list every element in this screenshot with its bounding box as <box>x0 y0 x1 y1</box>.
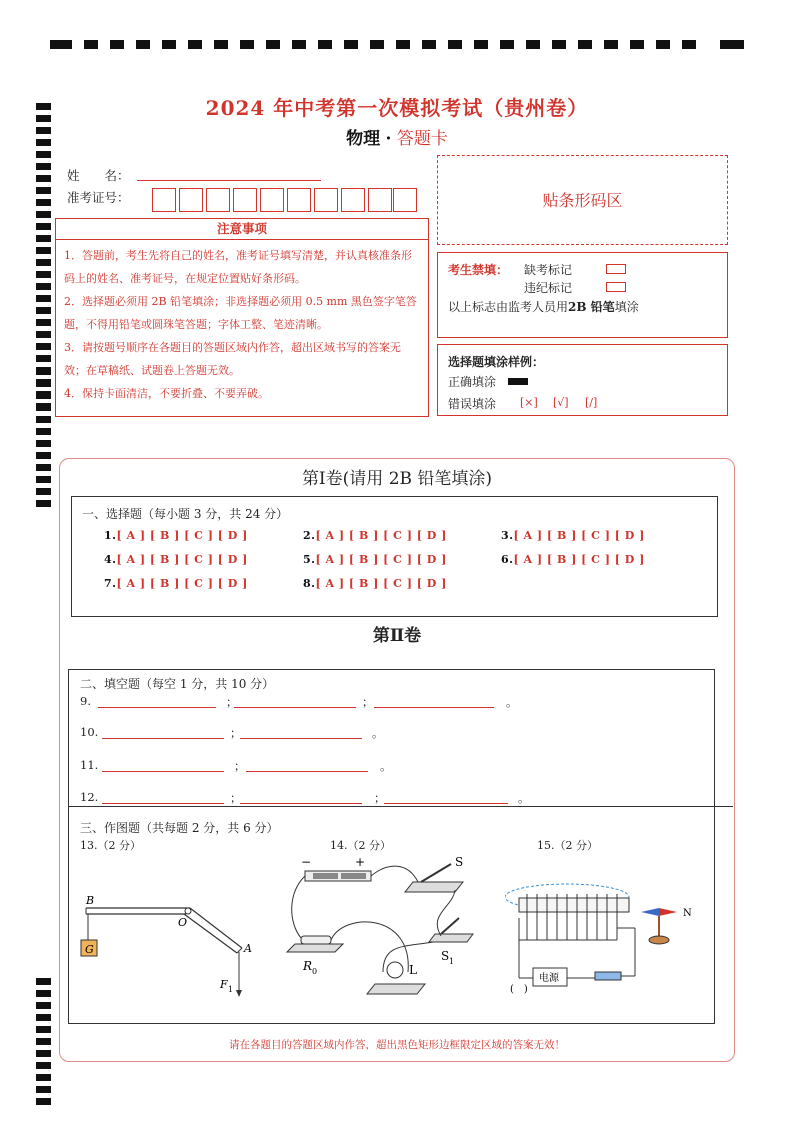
fill-question-number: 11. <box>80 758 99 772</box>
question-number: 3. <box>501 529 514 542</box>
timing-mark <box>36 452 51 459</box>
subtitle-dot: · <box>385 129 392 149</box>
timing-mark <box>36 1074 51 1081</box>
note-item: 4．保持卡面清洁，不要折叠、不要弄破。 <box>64 387 269 400</box>
fill-answer-line[interactable] <box>234 706 356 708</box>
separator: ； <box>362 695 374 709</box>
q13-label: 13.（2 分） <box>80 839 141 852</box>
fill-question-number: 12. <box>80 790 99 804</box>
label-n: N <box>683 908 692 919</box>
timing-mark <box>36 416 51 423</box>
timing-mark <box>36 307 51 314</box>
exam-id-label: 准考证号： <box>67 190 130 205</box>
timing-mark <box>36 199 51 206</box>
fill-answer-line[interactable] <box>102 802 224 804</box>
name-label: 姓 名： <box>67 168 130 183</box>
timing-mark <box>36 355 51 362</box>
part1-title: 第Ⅰ卷(请用 2B 铅笔填涂) <box>301 469 493 489</box>
resistor-base <box>287 944 343 952</box>
label-s1-sub: 1 <box>449 957 455 966</box>
timing-mark <box>36 1014 51 1021</box>
pole-paren: ( ) <box>510 984 528 995</box>
choice-question-2[interactable] <box>303 529 447 542</box>
label-a: A <box>244 942 252 955</box>
resistor-r0 <box>301 936 331 944</box>
lever-arm-top <box>190 908 242 948</box>
wrong-label: 错误填涂 <box>448 397 497 411</box>
fill-question-number: 10. <box>80 725 99 739</box>
choice-section-title: 一、选择题（每小题 3 分，共 24 分） <box>82 507 289 521</box>
fill-answer-line[interactable] <box>102 770 224 772</box>
label-r0: R <box>303 959 313 973</box>
subject-label: 物理 <box>346 129 381 149</box>
fill-answer-line[interactable] <box>246 770 368 772</box>
timing-mark <box>36 283 51 290</box>
label-f-sub: 1 <box>228 985 234 994</box>
timing-mark <box>36 163 51 170</box>
label-o: O <box>178 916 188 929</box>
timing-mark <box>36 1086 51 1093</box>
fill-answer-line[interactable] <box>240 802 362 804</box>
exam-rules-box <box>437 252 728 338</box>
timing-mark <box>36 404 51 411</box>
compass-stand <box>649 936 669 944</box>
timing-mark <box>36 235 51 242</box>
timing-mark <box>36 428 51 435</box>
iron-core <box>519 898 629 912</box>
switch-s-base <box>405 882 463 892</box>
barcode-label: 贴条形码区 <box>542 191 623 210</box>
label-s: S <box>455 855 464 869</box>
question-number: 8. <box>303 577 316 590</box>
period: 。 <box>518 791 530 805</box>
answer-options[interactable]: [ A ] [ B ] [ C ] [ D ] <box>315 553 447 566</box>
answer-options[interactable]: [ A ] [ B ] [ C ] [ D ] <box>513 553 645 566</box>
sample-label: 选择题填涂样例： <box>448 355 545 369</box>
fill-sample-box <box>437 344 728 416</box>
timing-mark <box>36 271 51 278</box>
answer-options[interactable]: [ A ] [ B ] [ C ] [ D ] <box>315 577 447 590</box>
note-item: 3．请按题号顺序在各题目的答题区域内作答，超出区域书写的答案无效；在草稿纸、试题卷上答题无效。 <box>64 341 401 377</box>
question-number: 5. <box>303 553 316 566</box>
timing-mark <box>36 978 51 985</box>
question-number: 6. <box>501 553 514 566</box>
answer-options[interactable]: [ A ] [ B ] [ C ] [ D ] <box>116 529 248 542</box>
timing-mark <box>36 392 51 399</box>
lever-arm-bottom <box>184 914 237 953</box>
label-l: L <box>409 963 417 977</box>
card-label: 答题卡 <box>396 129 448 149</box>
battery-plus: + <box>355 855 366 869</box>
timing-mark <box>36 1062 51 1069</box>
timing-mark <box>36 488 51 495</box>
timing-mark <box>36 295 51 302</box>
fill-section-title: 二、填空题（每空 1 分，共 10 分） <box>80 677 275 691</box>
compass-needle-s <box>641 908 659 916</box>
absent-mark-box[interactable] <box>606 264 626 274</box>
choice-question-3[interactable] <box>501 529 645 542</box>
switch-s-lever <box>421 864 451 882</box>
period: 。 <box>380 759 392 773</box>
correct-label: 正确填涂 <box>448 375 497 389</box>
fill-answer-line[interactable] <box>384 802 508 804</box>
timing-mark <box>36 1026 51 1033</box>
timing-mark <box>36 247 51 254</box>
q15-label: 15.（2 分） <box>537 839 598 852</box>
notes-heading: 注意事项 <box>55 218 429 240</box>
period: 。 <box>372 726 384 740</box>
fill-question-number: 9. <box>80 694 91 708</box>
label-g: G <box>85 943 94 956</box>
battery-minus: − <box>301 855 312 869</box>
timing-mark <box>36 1098 51 1105</box>
note-item: 1．答题前，考生先将自己的姓名，准考证号填写清楚，并认真核准条形码上的姓名、准考证号，在规定位置贴好条形码。 <box>64 249 412 285</box>
fill-answer-line[interactable] <box>102 737 224 739</box>
rules-note-bold: 2B 铅笔 <box>568 300 615 314</box>
rules-note-prefix: 以上标志由监考人员用 <box>448 300 569 314</box>
timing-mark <box>36 990 51 997</box>
figure-15-electromagnet[interactable] <box>505 880 705 998</box>
separator: ； <box>374 791 386 805</box>
switch <box>595 972 621 980</box>
footer-note: 请在各题目的答题区域内作答，超出黑色矩形边框限定区域的答案无效！ <box>229 1039 565 1051</box>
timing-mark <box>36 343 51 350</box>
rules-label: 考生禁填： <box>448 263 509 277</box>
figure-13-lever[interactable] <box>78 890 258 1005</box>
period: 。 <box>506 695 518 709</box>
timing-mark <box>36 211 51 218</box>
label-b: B <box>86 894 95 907</box>
label-f: F <box>220 978 228 991</box>
answer-options[interactable]: [ A ] [ B ] [ C ] [ D ] <box>116 553 248 566</box>
choice-question-6[interactable] <box>501 553 645 566</box>
timing-mark <box>36 500 51 507</box>
power-label: 电源 <box>539 973 559 984</box>
wrong-sample-2: [√] <box>553 396 569 409</box>
draw-section-title: 三、作图题（共每题 2 分，共 6 分） <box>80 821 279 835</box>
compass-needle-n <box>659 908 677 916</box>
wire <box>371 866 418 882</box>
barcode-area[interactable] <box>437 155 728 245</box>
choice-question-5[interactable] <box>303 553 447 566</box>
q14-label: 14.（2 分） <box>330 839 391 852</box>
figure-14-circuit[interactable] <box>283 852 483 1002</box>
lamp-base <box>367 984 425 994</box>
correct-fill-sample <box>508 378 528 385</box>
timing-mark <box>36 380 51 387</box>
name-field[interactable] <box>137 180 321 181</box>
question-number: 2. <box>303 529 316 542</box>
switch-s1-lever <box>441 918 459 934</box>
wire <box>292 876 305 938</box>
lamp-bulb <box>387 962 403 978</box>
rules-note-suffix: 填涂 <box>614 300 639 314</box>
separator: ； <box>226 695 238 709</box>
wrong-sample-1: [×] <box>520 396 538 409</box>
question-number: 7. <box>104 577 117 590</box>
choice-question-8[interactable] <box>303 577 447 590</box>
note-item: 2．选择题必须用 2B 铅笔填涂；非选择题必须用 0.5 mm 黑色签字笔答题，不得用铅笔或圆珠笔答题；字体工整、笔迹清晰。 <box>64 295 417 331</box>
answer-options[interactable]: [ A ] [ B ] [ C ] [ D ] <box>116 577 248 590</box>
answer-options[interactable]: [ A ] [ B ] [ C ] [ D ] <box>513 529 645 542</box>
timing-mark <box>36 368 51 375</box>
choice-question-1[interactable] <box>104 529 248 542</box>
page-title: 2024 年中考第一次模拟考试（贵州卷） <box>205 96 589 120</box>
timing-mark <box>36 223 51 230</box>
label-r0-sub: 0 <box>312 967 318 976</box>
rules-note <box>448 298 639 315</box>
timing-mark <box>36 319 51 326</box>
answer-options[interactable]: [ A ] [ B ] [ C ] [ D ] <box>315 529 447 542</box>
violation-label: 违纪标记 <box>524 281 573 295</box>
separator: ； <box>230 726 242 740</box>
timing-mark <box>36 175 51 182</box>
part2-title: 第Ⅱ卷 <box>372 626 422 646</box>
fill-answer-line[interactable] <box>240 737 362 739</box>
choice-question-7[interactable] <box>104 577 248 590</box>
timing-mark <box>36 1002 51 1009</box>
separator: ； <box>230 791 242 805</box>
timing-mark <box>36 440 51 447</box>
fill-answer-line[interactable] <box>98 706 216 708</box>
wrong-sample-3: [/] <box>585 396 598 409</box>
question-number: 1. <box>104 529 117 542</box>
separator: ； <box>234 759 246 773</box>
page-subtitle <box>0 124 794 149</box>
timing-mark <box>36 151 51 158</box>
choice-question-4[interactable] <box>104 553 248 566</box>
label-s1: S <box>441 949 450 963</box>
timing-mark <box>36 331 51 338</box>
notes-box <box>55 238 429 417</box>
question-number: 4. <box>104 553 117 566</box>
part2-divider <box>68 806 733 807</box>
pivot-o <box>185 908 191 914</box>
fill-answer-line[interactable] <box>374 706 494 708</box>
timing-mark <box>36 259 51 266</box>
absent-label: 缺考标记 <box>524 263 573 277</box>
timing-mark <box>36 187 51 194</box>
violation-mark-box[interactable] <box>606 282 626 292</box>
switch-s1-base <box>429 934 473 942</box>
